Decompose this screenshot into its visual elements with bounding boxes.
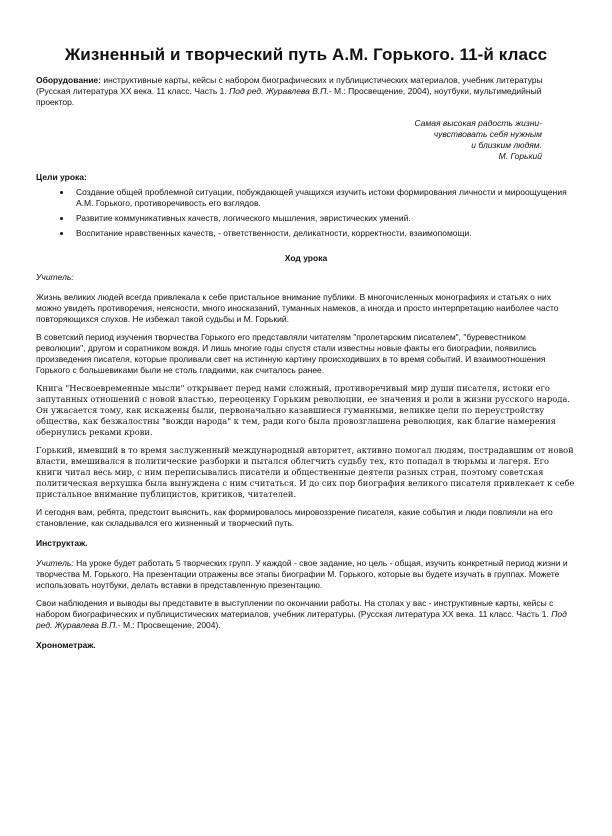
instruction-tail: - М.: Просвещение, 2004). (117, 620, 221, 630)
lesson-paragraph-5: И сегодня вам, ребята, предстоит выяснить, как формировалось мировоззрение писателя, какие события и люди повлияли на его становление, как складывался его жизненный и творческий путь. (36, 507, 553, 528)
goal-item: • Воспитание нравственных качеств, - ответственности, деликатности, корректности, взаимопомощи. (72, 228, 576, 239)
lesson-paragraph-4: Горький, имевший в то время заслуженный международный авторитет, активно помогал людям, пострадавшим от новой власти, вмешивался в политические разборки и пытался облегчить судьбу тех, кто попадал в тюрьмы и лагеря. Его книги читал весь мир, с ним переписывались писатели и общественные деятели разных стран, поэтому советская политическая верхушка была вынуждена с ним считаться. И до сих пор биография великого писателя привлекает к себе пристальное внимание публицистов, критиков, читателей. (36, 445, 575, 499)
lesson-section-title: Ход урока (284, 253, 328, 263)
instruction-text-1: На уроке будет работать 5 творческих групп. У каждой - свое задание, но цель - общая, изучить конкретный период жизни и творчества М. Горького. На презентации отражены все этапы биографии М. Горького, которые вы будете изучать в группах. Можете использовать ноутбуки, делать вставки в представленную презентацию. (36, 558, 568, 590)
epigraph-author: М. Горький (498, 151, 542, 161)
lesson-paragraph-1: Жизнь великих людей всегда привлекала к себе пристальное внимание публики. В многочисленных монографиях и статьях о них можно увидеть противоречия, неясности, много иносказаний, туманных намеков, а иногда и просто интерпретацию наиболее часто повторяющихся слухов. Не избежал такой судьбы и М. Горький. (36, 292, 559, 324)
epigraph-line: Самая высокая радость жизни- (414, 118, 542, 128)
timing-title: Хронометраж. (36, 640, 96, 650)
epigraph-line: и близким людям. (471, 140, 542, 150)
instruction-editor: Под ред. Журавлева В.П. (36, 609, 567, 630)
instruction-paragraph-2 (36, 598, 576, 631)
equipment-paragraph (36, 75, 576, 108)
instruction-teacher-label: Учитель: (36, 558, 74, 568)
epigraph (36, 118, 542, 162)
equipment-text: инструктивные карты, кейсы с набором биографических и публицистических материалов, учебник литературы (Русская литература XX века. 11 класс. Часть 1. (36, 75, 543, 96)
goal-item: • Развитие коммуникативных качеств, логического мышления, эвристических умений. (72, 213, 576, 224)
instruction-text-2: Свои наблюдения и выводы вы представите в выступлении по окончании работы. На столах у вас - инструктивные карты, кейсы с набором биографических и публицистических материалов, учебник литературы. (Русская литература XX века. 11 класс. Часть 1. (36, 598, 554, 619)
instruction-title: Инструктаж. (36, 538, 88, 548)
document-page (0, 44, 612, 836)
lesson-paragraph-2: В советский период изучения творчества Горького его представляли читателям "пролетарским писателем", "буревестником революции", другом и соратником вождя. И лишь многие годы спустя стали известны новые факты его биографии, появились произведения писателя, которые проливали свет на истинную картину происходивших в то время событий. И взаимоотношения Горького с большевиками были не столь гладкими, как считалось ранее. (36, 332, 546, 375)
equipment-tail: - М.: Просвещение, 2004), ноутбуки, мультимедийный проектор. (36, 86, 542, 107)
page-title: Жизненный и творческий путь А.М. Горького. 11-й класс (64, 45, 548, 64)
goals-list (36, 187, 576, 239)
epigraph-line: чувствовать себя нужным (433, 129, 542, 139)
instruction-paragraph-1 (36, 558, 576, 591)
goals-title: Цели урока: (36, 172, 87, 182)
teacher-label: Учитель: (36, 272, 74, 282)
equipment-label: Оборудование: (36, 75, 101, 85)
equipment-editor: Под ред. Журавлева В.П. (229, 86, 329, 96)
goal-item: • Создание общей проблемной ситуации, побуждающей учащихся изучить истоки формирования личности и мироощущения А.М. Горького, противоречивость его взглядов. (72, 187, 576, 209)
lesson-paragraph-3: Книга "Несвоевременные мысли" открывает перед нами сложный, противоречивый мир души писателя, истоки его запутанных отношений с новой властью, переоценку Горьким революции, ее значения и роли в жизни русского народа. Он ужасается тому, как искажены были, первоначально казавшиеся гуманными, великие цели по переустройству общества, как безжалостны "вожди народа" к тем, ради кого была провозглашена революция, как благие намерения обернулись реками крови. (36, 383, 570, 437)
